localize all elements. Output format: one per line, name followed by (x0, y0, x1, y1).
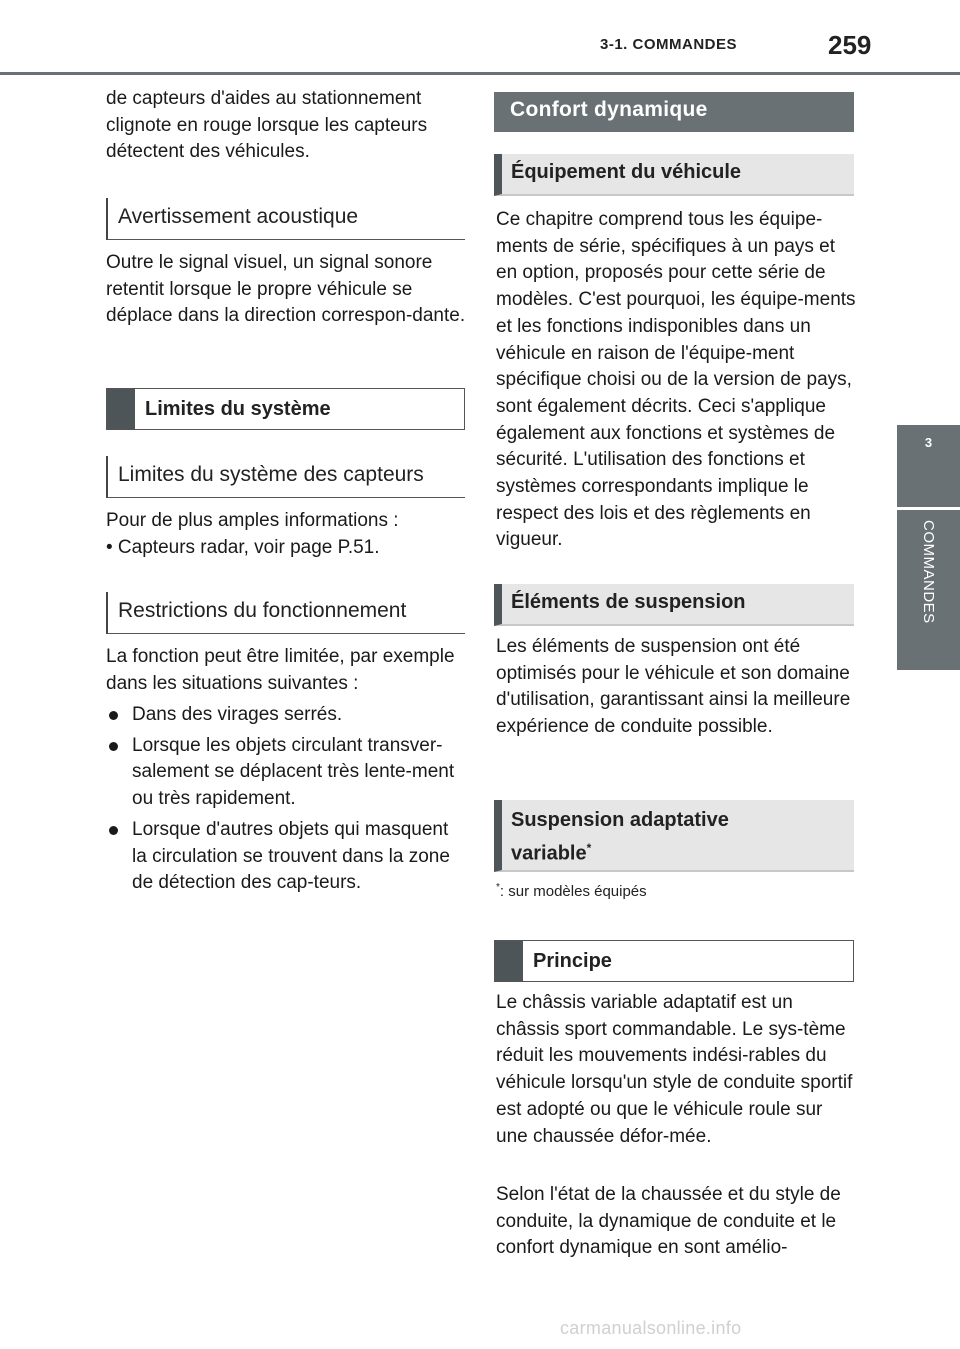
principle-paragraph-1: Le châssis variable adaptatif est un châssis sport commandable. Le sys-tème réduit les mouvements indési-rables du véhicule lorsqu'un style de conduite sportif est adopté ou que le véhicule roule sur une chaussée défor-mée. (496, 992, 853, 1147)
list-item: Lorsque les objets circulant transver-salement se déplacent très lente-ment ou très rapidement. (106, 733, 466, 813)
heading-restrictions: Restrictions du fonctionnement (106, 592, 465, 634)
heading-text: Principe (533, 949, 612, 972)
heading-text: Limites du système (145, 397, 331, 420)
heading-sensor-limits: Limites du système des capteurs (106, 456, 465, 498)
list-item: Lorsque d'autres objets qui masquent la circulation se trouvent dans la zone de détection des cap-teurs. (106, 817, 466, 897)
heading-acoustic-warning: Avertissement acoustique (106, 198, 465, 240)
heading-suspension-elements: Éléments de suspension (494, 584, 854, 626)
radar-reference: • Capteurs radar, voir page P.51. (106, 537, 380, 558)
watermark: carmanualsonline.info (560, 1318, 742, 1338)
heading-marker (495, 941, 523, 981)
heading-principle (494, 940, 854, 982)
acoustic-paragraph: Outre le signal visuel, un signal sonore retentit lorsque le propre véhicule se déplace dans la direction correspon-dante. (106, 252, 466, 327)
heading-line-2-text: variable (511, 842, 587, 865)
footnote (496, 882, 647, 900)
header-divider (0, 72, 960, 75)
more-info-paragraph: Pour de plus amples informations : (106, 510, 399, 531)
principle-paragraph-2: Selon l'état de la chaussée et du style de conduite, la dynamique de conduite et le confort dynamique en sont amélio- (496, 1184, 841, 1259)
heading-system-limits (106, 388, 465, 430)
asterisk-mark: * (586, 841, 592, 855)
chapter-tab-label: COMMANDES (920, 520, 937, 624)
intro-paragraph: de capteurs d'aides au stationnement clignote en rouge lorsque les capteurs détectent des véhicules. (106, 88, 428, 163)
footnote-mark: * (496, 882, 500, 893)
running-header-section: 3-1. COMMANDES (600, 36, 738, 53)
heading-line-1: Suspension adaptative (511, 809, 729, 831)
page-number: 259 (828, 30, 872, 60)
heading-vehicle-equipment: Équipement du véhicule (494, 154, 854, 196)
heading-adaptive-suspension (494, 800, 854, 872)
chapter-tab-number: 3 (897, 425, 960, 507)
heading-dynamic-comfort: Confort dynamique (494, 92, 854, 132)
equipment-paragraph: Ce chapitre comprend tous les équipe-ments de série, spécifiques à un pays et en option, proposés pour cette série de modèles. C'est pourquoi, les équipe-ments et les fonctions indisponibles dans un véhicule en raison de l'équipe-ment spécifique choisi ou de la version de pays, sont également décrits. Ceci s'applique également aux fonctions et systèmes de sécurité. L'utilisation des fonctions et systèmes correspondants implique le respect des lois et des règlements en vigueur. (496, 209, 856, 551)
heading-marker (107, 389, 135, 429)
restrictions-list (106, 702, 466, 901)
chapter-tab (897, 510, 960, 670)
suspension-paragraph: Les éléments de suspension ont été optimisés pour le véhicule et son domaine d'utilisation, garantissant ainsi la meilleure expérience de conduite possible. (496, 636, 851, 738)
list-item: Dans des virages serrés. (106, 702, 466, 729)
footnote-text: : sur modèles équipés (499, 883, 647, 900)
heading-line-2 (511, 834, 854, 868)
restrictions-paragraph: La fonction peut être limitée, par exemple dans les situations suivantes : (106, 646, 455, 694)
